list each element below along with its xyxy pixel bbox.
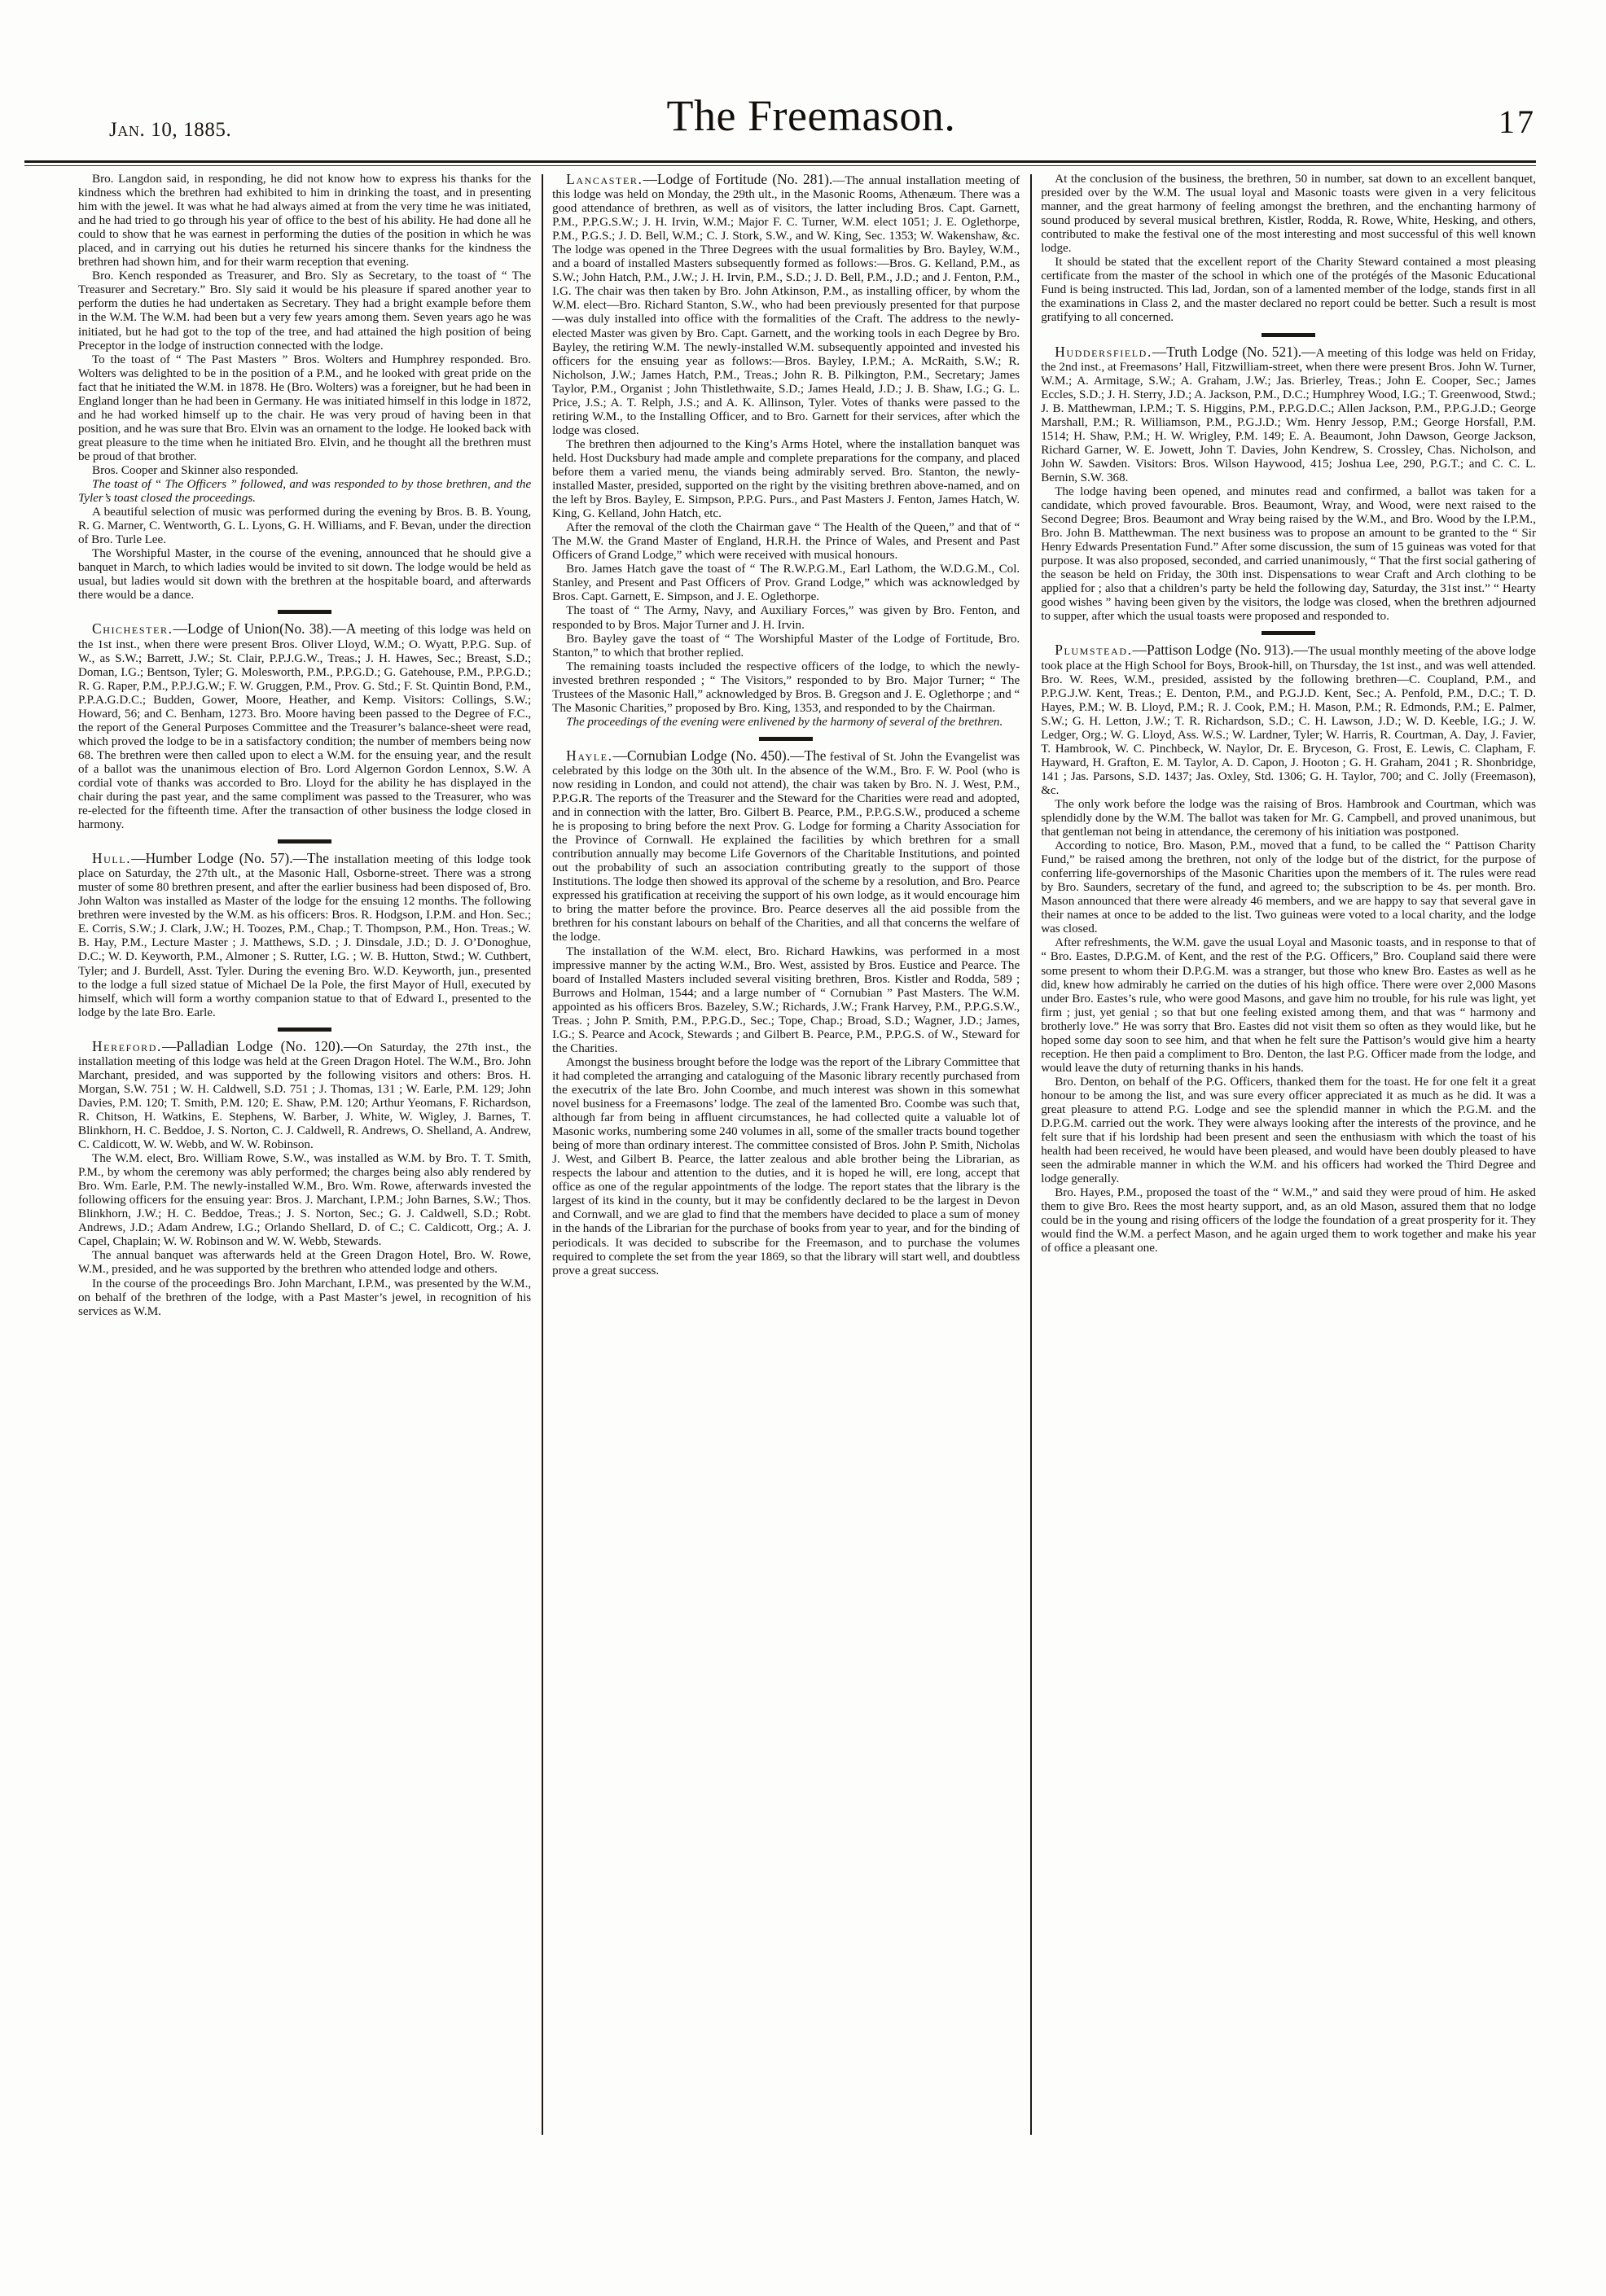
lodge-body-text: —The annual installation meeting of this lodge was held on Monday, the 29th ult., in the Masonic Rooms, Athenæum. There was a good attendance of brethren, as well as of visitors, the latter including Bros. Capt. Garnett, P.M., P.P.G.S.W.; J. H. Irvin, W.M.; Major F. C. Turner, W.M. elect 1051; J. E. Oglethorpe, P.M., P.G.S.; J. D. Bell, W.M.; C. J. Stork, S.W., and W. King, Sec. 1353; W. Wakenshaw, &c. The lodge was opened in the Three Degrees with the usual formalities by Bro. Bayley, W.M., and a board of installed Masters subsequently formed as follows:—Bros. G. Kelland, P.M., as S.W.; John Hatch, P.M., J.W.; J. H. Irvin, P.M., S.D.; J. D. Bell, P.M., J.D.; and J. Fenton, P.M., I.G. The chair was then taken by Bro. John Atkinson, P.M., as installing officer, by whom the W.M. elect—Bro. Richard Stanton, S.W., who had been previously presented for that purpose—was duly installed into office with the formalities of the Craft. The address to the newly-elected Master was given by Bro. Capt. Garnett, and the working tools in each Degree by Bro. Bayley, the retiring W.M. The newly-installed W.M. subsequently appointed and invested his officers for the ensuing year as follows:—Bros. Bayley, I.P.M.; A. McRaith, S.W.; R. Nicholson, J.W.; James Hatch, P.M., Treas.; John R. B. Pilkington, P.M., Secretary; James Taylor, P.M., Organist ; John Thistlethwaite, S.D.; James Heald, J.D.; J. B. Shaw, I.G.; G. L. Price, J.S.; A. T. Relph, J.S.; and A. K. Allinson, Tyler. Votes of thanks were passed to the retiring W.M., to the Installing Officer, and to Bro. Garnett for their services, after which the lodge was closed. — [552, 174, 1020, 437]
article-paragraph: Bro. Bayley gave the toast of “ The Worshipful Master of the Lodge of Fortitude, Bro. Stanton,” to which that brother replied. — [552, 632, 1020, 659]
article-paragraph: At the conclusion of the business, the brethren, 50 in number, sat down to an excellent banquet, presided over by the W.M. The usual loyal and Masonic toasts were given in a very felicitous manner, and the great harmony of feeling amongst the brethren, and the enchanting harmony of sound produced by several musical brethren, Kistler, Rodda, R. Rowe, White, Hesking, and others, contributed to make the festival one of the most interesting and most successful of this well known lodge. — [1041, 173, 1536, 256]
section-divider — [1262, 631, 1315, 635]
lodge-title: —Truth Lodge (No. 521).— — [1152, 343, 1316, 360]
lodge-report — [552, 173, 1020, 438]
lodge-place-name: Chichester. — [92, 620, 173, 638]
lodge-place-name: Hayle. — [566, 747, 613, 764]
article-paragraph: Bro. Kench responded as Treasurer, and Bro. Sly as Secretary, to the toast of “ The Treasurer and Secretary.” Bro. Sly said it would be his pleasure if spared another year to perform the duties he had undertaken as Secretary. They had a bright example before them in the W.M. The W.M. had been but a very few years among them. Seven years ago he was initiated, but he had got to the top of the tree, and had attained the high position of being Preceptor in the lodge of instruction connected with the lodge. — [78, 269, 532, 353]
column-1 — [78, 173, 531, 2257]
article-paragraph: Bro. Langdon said, in responding, he did not know how to express his thanks for the kindness which the brethren had exhibited to him in drinking the toast, and in presenting him with the jewel. It was what he had always aimed at from the very time he was initiated, and he had tried to go through his year of office to the best of his ability. He had done all he could to show that he was earnest in performing the duties of the position in which he was placed, and in carrying out his duties he returned his sincere thanks for the kindness the brethren had shown him, and for their warm reception that evening. — [78, 173, 532, 269]
article-paragraph: The toast of “ The Army, Navy, and Auxiliary Forces,” was given by Bro. Fenton, and responded to by Bros. Major Turner and J. H. Irvin. — [552, 604, 1020, 632]
lodge-report — [1041, 345, 1536, 485]
lodge-body-text: meeting of this lodge was held on the 1st inst., when there were present Bros. Oliver Lloyd, W.M.; O. Wyatt, P.P.G. Sup. of W., as S.W.; Barrett, J.W.; St. Clair, P.P.J.G.W., Treas.; J. H. Hawes, Sec.; Breast, S.D.; Doman, I.G.; Bentson, Tyler; G. Molesworth, P.M., P.P.G.D.; G. Gatehouse, P.M., P.P.G.D.; R. G. Raper, P.M., P.P.J.G.W.; F. W. Gruggen, P.M., Prov. G. Std.; F. St. Quintin Bond, P.M., P.P.A.G.D.C.; Budden, Gower, Moore, Heather, and Kemp. Visitors: Collings, S.W.; Howard, 56; and C. Benham, 1273. Bro. Moore having been passed to the Degree of F.C., the report of the General Purposes Committee and the Treasurer’s balance-sheet were read, which proved the lodge to be in a satisfactory condition; the number of members being now 68. The brethren were then called upon to elect a W.M. for the ensuing year, and the result of a ballot was the unanimous election of Bro. Lord Algernon Gordon Lennox, S.W. A cordial vote of thanks was accorded to Bro. Lloyd for the ability he has displayed in the chair during the past year, and the same compliment was passed to the Treasurer, who was re-elected for the fifteenth time. After the transaction of other business the lodge closed in harmony. — [78, 624, 532, 832]
section-divider — [278, 839, 331, 843]
lodge-report — [78, 1037, 532, 1152]
article-paragraph: The W.M. elect, Bro. William Rowe, S.W., was installed as W.M. by Bro. T. T. Smith, P.M., by whom the ceremony was ably performed; the charges being also ably rendered by Bro. Wm. Earle, P.M. The newly-installed W.M., Bro. Wm. Rowe, afterwards invested the following officers for the ensuing year: Bros. J. Marchant, I.P.M.; John Barnes, S.W.; Thos. Blinkhorn, J.W.; H. C. Beddoe, Treas.; J. S. Norton, Sec.; G. J. Caldwell, S.D.; Robt. Andrews, J.D.; Adam Andrew, I.G.; Orlando Shellard, D. of C.; C. Caldicott, Org.; A. J. Capel, Chaplain; W. W. Robinson and W. W. Webb, Stewards. — [78, 1152, 532, 1249]
article-paragraph: The annual banquet was afterwards held at the Green Dragon Hotel, Bro. W. Rowe, W.M., presided, and he was supported by the brethren who attended lodge and others. — [78, 1249, 532, 1277]
section-divider — [1262, 333, 1315, 337]
lodge-place-name: Hereford. — [92, 1037, 162, 1054]
article-paragraph: After the removal of the cloth the Chairman gave “ The Health of the Queen,” and that of “ The M.W. the Grand Master of England, H.R.H. the Prince of Wales, and Present and Past Officers of Grand Lodge,” which were received with musical honours. — [552, 521, 1020, 563]
article-paragraph: To the toast of “ The Past Masters ” Bros. Wolters and Humphrey responded. Bro. Wolters was delighted to be in the position of a P.M., and he looked with great pride on the fact that he initiated the W.M. in 1878. He (Bro. Wolters) was a foreigner, but he had been in England longer than he had been in Germany. He was initiated himself in this lodge in 1872, and he had worked himself up to the chair. He was very proud of having been in that position, and he was sure that Bro. Elvin was an ornament to the lodge. He looked back with great pleasure to the time when he initiated Bro. Elvin, and he thought all the brethren must be proud of that brother. — [78, 353, 532, 463]
article-paragraph: The remaining toasts included the respective officers of the lodge, to which the newly-invested brethren responded ; “ The Visitors,” responded to by Bro. Major Turner; “ The Trustees of the Masonic Hall,” acknowledged by Bros. B. Gregson and J. E. Oglethorpe ; and “ The Masonic Charities,” proposed by Bro. King, 1353, and responded to by the Chairman. — [552, 659, 1020, 715]
issue-date: Jan. 10, 1885. — [109, 119, 232, 141]
lodge-title: —Pattison Lodge (No. 913).— — [1132, 642, 1308, 659]
lodge-place-name: Lancaster. — [566, 171, 643, 187]
article-paragraph: A beautiful selection of music was performed during the evening by Bros. B. B. Young, R. G. Marner, C. Wentworth, G. L. Lyons, G. H. Williams, and F. Bevan, under the direction of Bro. Turle Lee. — [78, 506, 532, 547]
lodge-body-text: festival of St. John the Evangelist was celebrated by this lodge on the 30th ult. In the absence of the W.M., Bro. F. W. Pool (who is now residing in London, and could not attend), the chair was taken by Bro. N. J. West, P.M., P.P.G.R. The reports of the Treasurer and the Steward for the Charities were read and adopted, and in connection with the latter, Bro. Gilbert B. Pearce, P.M., P.P.G.S.W., produced a scheme he is proposing to bring before the next Prov. G. Lodge for forming a Charity Association for the Province of Cornwall. He explained the facilities by which brethren for a small contribution annually may become Life Governors of the Charitable Institutions, and pointed out the probability of such an association contributing greatly to the support of those Institutions. The lodge then showed its approval of the scheme by a resolution, and Bro. Pearce expressed his gratification at receiving the support of his own lodge, as it would encourage him to bring the matter before the province. Bro. Pearce deserves all the aid possible from the brethren for his constant labours on behalf of the Charities, and all that concerns the welfare of the lodge. — [552, 750, 1020, 944]
column-divider-2 — [1020, 173, 1041, 2257]
column-3 — [1041, 173, 1536, 2257]
page-number: 17 — [1498, 103, 1536, 140]
article-paragraph: Bro. Hayes, P.M., proposed the toast of the “ W.M.,” and said they were proud of him. He asked them to give Bro. Rees the most hearty support, and, as an old Mason, assured them that no lodge could be in the young and rising officers of the lodge the foundation of a great prosperity for it. They would find the W.M. a perfect Mason, and he again urged them to work together and make his year of office a pleasant one. — [1041, 1186, 1536, 1255]
article-paragraph: Bro. James Hatch gave the toast of “ The R.W.P.G.M., Earl Lathom, the W.D.G.M., Col. Stanley, and Present and Past Officers of Prov. Grand Lodge,” which was acknowledged by Bros. Capt. Garnett, E. Simpson, and J. E. Oglethorpe. — [552, 563, 1020, 604]
lodge-body-text: The usual monthly meeting of the above lodge took place at the High School for Boys, Brook-hill, on Thursday, the 1st inst., and was well attended. Bro. W. Rees, W.M., presided, assisted by the following brethren—C. Coupland, P.M., and P.P.G.J.W. Kent, Treas.; E. Denton, P.M., and P.G.J.D. Kent, Sec.; A. Penfold, P.M., D.C.; T. D. Hayes, P.M.; W. B. Lloyd, P.M.; R. J. Cook, P.M.; H. Mason, P.M.; R. Edmonds, P.M.; E. Palmer, S.W.; G. H. Letton, J.W.; T. R. Richardson, S.D.; C. H. Lawson, J.D.; W. D. Keeble, I.G.; J. W. Ledger, Org.; W. G. Lloyd, Ass. W.S.; W. Lardner, Tyler; W. Harris, R. Courtman, A. Day, J. Favier, T. Hambrook, W. C. Pinchbeck, W. Naylor, Dr. E. Bryceson, G. Frost, E. Lewis, C. Clapham, F. Hayward, H. Grafton, E. M. Taylor, A. D. Capon, J. Hooton ; G. H. Graham, 2041 ; R. Shonbridge, 141 ; Jas. Parsons, S.D. 1437; Jas. Oxley, Std. 1306; G. H. Taylor, 700; and C. Jolly (Freemason), &c. — [1041, 645, 1536, 797]
lodge-title: —Palladian Lodge (No. 120).— — [161, 1037, 358, 1054]
column-divider-1 — [531, 173, 552, 2257]
masthead-rule — [24, 160, 1536, 163]
article-paragraph: The lodge having been opened, and minutes read and confirmed, a ballot was taken for a candidate, which proved favourable. Bros. Beaumont, Wray, and Wood, were next raised to the Second Degree; Bros. Beaumont and Wray being raised by the W.M., and Bro. Wood by the I.P.M., Bro. John B. Matthewman. The next business was to propose an amount to be granted to the “ Sir Henry Edwards Presentation Fund.” After some discussion, the sum of 15 guineas was voted for that purpose. It was also proposed, seconded, and carried unanimously, “ That the first social gathering of the season be held on Friday, the 30th inst. Dispensations to wear Craft and Arch clothing to be applied for ; also that a children’s party be held the following day, Saturday, the 31st inst.” “ Hearty good wishes ” having been given by the visitors, the lodge was closed, when the brethren adjourned to supper, after which the usual toasts were proposed and responded to. — [1041, 484, 1536, 624]
lodge-body-text: installation meeting of this lodge took place on Saturday, the 27th ult., at the Masonic Hall, Osborne-street. There was a strong muster of some 80 brethren present, and after the earlier business had been disposed of, Bro. John Walton was installed as Master of the lodge for the ensuing 12 months. The following brethren were invested by the W.M. as his officers: Bros. R. Hodgson, I.P.M. and Hon. Sec.; E. Corris, S.W.; J. Clark, J.W.; H. Toozes, P.M., Chap.; T. Thompson, P.M., Hon. Treas.; W. B. Hay, P.M., Lecture Master ; J. Matthews, S.D. ; J. Dinsdale, J.D.; D. J. O’Donoghue, D.C.; W. D. Keyworth, P.M., Almoner ; S. Rutter, I.G. ; W. B. Hutton, Stwd.; W. Cuthbert, Tyler; and J. Burdell, Asst. Tyler. During the evening Bro. W.D. Keyworth, jun., presented to the lodge a full sized statue of Michael De la Pole, the first Mayor of Hull, executed by himself, which will form a worthy companion statue to that of Edward I., presented to the lodge by the late Bro. Earle. — [78, 853, 532, 1019]
masthead — [78, 91, 1544, 155]
column-layout — [78, 173, 1536, 2257]
lodge-place-name: Huddersfield. — [1055, 343, 1152, 360]
lodge-report — [78, 852, 531, 1020]
column-2 — [552, 173, 1020, 2257]
article-paragraph-italic: The toast of “ The Officers ” followed, and was responded to by those brethren, and the Tyler’s toast closed the proceedings. — [78, 478, 532, 506]
article-paragraph: The only work before the lodge was the raising of Bros. Hambrook and Courtman, which was splendidly done by the W.M. The ballot was taken for Mr. G. Campbell, and proved unanimous, but that gentleman not being in attendance, the ceremony of his initiation was postponed. — [1041, 797, 1536, 839]
lodge-report — [552, 749, 1020, 945]
lodge-title: —Lodge of Union(No. 38).—A — [173, 620, 357, 638]
article-paragraph: Amongst the business brought before the lodge was the report of the Library Committee that it had completed the arranging and cataloguing of the Masonic library recently purchased from the executrix of the late Bro. John Coombe, and much interest was shown in this somewhat novel business for a Freemasons’ lodge. The zeal of the lamented Bro. Coombe was such that, although far from being in affluent circumstances, he had collected quite a valuable lot of Masonic works, numbering some 240 volumes in all, some of the smaller tracts bound together being of more than ordinary interest. The committee consisted of Bros. John P. Smith, Nicholas J. West, and Gilbert B. Pearce, the latter zealous and able brother being the Librarian, as respects the labour and attention to the duties, and it is hoped he will, ere long, accept that office as one of the regular appointments of the lodge. The report states that the library is the largest of its kind in the county, but it may be confidently declared to be the largest in Devon and Cornwall, and we are glad to find that the members have decided to place a sum of money in the hands of the Librarian for the purchase of books from year to year, and for the binding of periodicals. It was decided to subscribe for the Freemason, and to purchase the volumes required to complete the set from the year 1869, so that the library will start well, and doubtless prove a great success. — [552, 1055, 1020, 1277]
lodge-title: —Lodge of Fortitude (No. 281). — [643, 171, 833, 187]
lodge-place-name: Hull. — [92, 850, 132, 867]
article-paragraph: After refreshments, the W.M. gave the usual Loyal and Masonic toasts, and in response to that of “ Bro. Eastes, D.P.G.M. of Kent, and the rest of the P.G. Officers,” Bro. Coupland said there were some present to whom their D.P.G.M. was a stranger, but those who knew Bro. Eastes as well as he did, knew how admirably he carried on the duties of his high office. There were over 2,000 Masons under Bro. Eastes’s rule, who were good Masons, and gave him no trouble, for his rule was light, yet firm ; just, yet genial ; so that but one feeling existed among them, and that was “ harmony and brotherly love.” He was sorry that Bro. Eastes did not visit them so often as they would like, but he hoped some day soon to see him, and that when he felt sure the Pattison’s would give him a hearty reception. He then paid a compliment to Bro. Denton, the last P.G. Officer made from the lodge, and would leave the duty of returning thanks in his hands. — [1041, 936, 1536, 1075]
lodge-place-name: Plumstead. — [1055, 642, 1133, 659]
lodge-body-text: A meeting of this lodge was held on Friday, the 2nd inst., at Freemasons’ Hall, Fitzwilliam-street, when there were present Bros. John W. Turner, W.M.; A. Armitage, S.W.; A. Graham, J.W.; Jas. Brierley, Treas.; John E. Cooper, Sec.; James Eccles, S.D.; J. H. Sterry, J.D.; A. Jackson, P.M., D.C.; Humphrey Wood, I.G.; T. Greenwood, Stwd.; J. B. Matthewman, I.P.M.; T. S. Higgins, P.M., P.P.G.D.C.; Allen Jackson, P.M., P.P.G.J.D.; George Marshall, P.M.; R. Williamson, P.M., P.G.J.D.; Wm. Henry Jessop, P.M.; George Horsfall, P.M. 1514; H. Shaw, P.M.; H. W. Wrigley, P.M. 149; E. A. Beaumont, John Dawson, George Jackson, Richard Garner, W. E. Jowett, John T. Davies, John Kendrew, S. Crossley, Chas. Nicholson, and John W. Sawden. Visitors: Bros. Wilson Haywood, 415; Joshua Lee, 290, P.G.T.; and C. C. L. Bernin, S.W. 368. — [1041, 346, 1536, 484]
lodge-report — [1041, 643, 1536, 798]
section-divider — [759, 737, 813, 741]
lodge-body-text: On Saturday, the 27th inst., the installation meeting of this lodge was held at the Green Dragon Hotel. The W.M., Bro. John Marchant, presided, and was supported by the following visitors and others: Bros. H. Morgan, S.W. 751 ; W. H. Caldwell, S.D. 751 ; J. Thomas, 131 ; W. Earle, P.M. 129; John Davies, P.M. 120; T. Smith, P.M. 120; E. Shaw, P.M. 120; Arthur Yeomans, F. Richardson, R. Chitson, H. Watkins, E. Stephens, W. Barber, J. White, W. Wigley, J. Barnes, T. Blinkhorn, H. C. Beddoe, J. S. Norton, C. J. Caldwell, R. Andrews, O. Shelland, A. Andrew, C. Caldicott, W. W. Webb, and W. W. Robinson. — [78, 1041, 532, 1152]
lodge-title: —Cornubian Lodge (No. 450).—The — [612, 747, 827, 764]
publication-title: The Freemason. — [666, 91, 956, 140]
article-paragraph: Bros. Cooper and Skinner also responded. — [92, 463, 299, 477]
article-paragraph: The brethren then adjourned to the King’s Arms Hotel, where the installation banquet was held. Host Ducksbury had made ample and complete preparations for the company, and placed before them a varied menu, the viands being admirably served. Bro. Stanton, the newly-installed Master, presided, supported on the right by the visiting brethren above-named, and on the left by Bros. Bayley, E. Simpson, P.P.G. Purs., and Past Masters J. Fenton, James Hatch, W. King, G. Kelland, John Hatch, etc. — [552, 437, 1020, 521]
article-paragraph: According to notice, Bro. Mason, P.M., moved that a fund, to be called the “ Pattison Charity Fund,” be raised among the brethren, not only of the lodge but of the district, for the purpose of conferring life-governorships of the Masonic Charities upon the members of it. The rules were read by Bro. Saunders, secretary of the fund, and agreed to; the subscription to be 4s. per month. Bro. Mason announced that there were already 46 members, and we are happy to say that several gave in their names at once to be added to the list. Two guineas were voted to a local charity, and the lodge was closed. — [1041, 839, 1536, 936]
section-divider — [278, 610, 331, 614]
lodge-report — [78, 622, 531, 832]
section-divider — [278, 1028, 331, 1032]
article-paragraph-italic: The proceedings of the evening were enlivened by the harmony of several of the brethren. — [566, 715, 1003, 729]
masthead-rule-secondary — [24, 165, 1536, 166]
article-paragraph: The Worshipful Master, in the course of the evening, announced that he should give a banquet in March, to which ladies would be invited to sit down. The lodge would be held as usual, but ladies would sit down with the brethren at the hospitable board, and afterwards there would be a dance. — [78, 547, 532, 602]
article-paragraph: In the course of the proceedings Bro. John Marchant, I.P.M., was presented by the W.M., on behalf of the brethren of the lodge, with a Past Master’s jewel, in recognition of his services as W.M. — [78, 1277, 532, 1318]
article-paragraph: Bro. Denton, on behalf of the P.G. Officers, thanked them for the toast. He for one felt it a great honour to be among the list, and was sure every officer appreciated it as much as he did. It was a great pleasure to attend P.G. Lodge and see the splendid manner in which the P.G.M. and the D.P.G.M. carried out the work. They were always looking after the interests of the province, and he felt sure that if his lordship had been present and seen the enthusiasm with which the toast of his health had been received, he would have been pleased, and would have been doubly pleased to have seen the admirable manner in which the W.M. and his officers had worked the Third Degree and lodge generally. — [1041, 1075, 1536, 1186]
article-paragraph: It should be stated that the excellent report of the Charity Steward contained a most pleasing certificate from the master of the school in which one of the protégés of the Masonic Educational Fund is being instructed. This lad, Jordan, son of a lamented member of the lodge, stands first in all the examinations in Class 2, and the master declared no report could be better. Such a result is most gratifying to all concerned. — [1041, 256, 1536, 325]
article-paragraph: The installation of the W.M. elect, Bro. Richard Hawkins, was performed in a most impressive manner by the acting W.M., Bro. West, assisted by Bros. Eustice and Pearce. The board of Installed Masters included several visiting brethren, Bros. Kistler and Rodda, 589 ; Burrows and Holman, 1544; and a large number of “ Cornubian ” Past Masters. The W.M. appointed as his officers Bros. Bazeley, S.W.; Richards, J.W.; Frank Harvey, P.M., P.P.G.S.W., Treas. ; John P. Smith, P.M., P.P.G.D., Sec.; Tope, Chap.; Broad, S.D.; Wagner, J.D.; James, I.G.; S. Pearce and Acock, Stewards ; and Gilbert B. Pearce, P.M., P.P.G.S. of W., Steward for the Charities. — [552, 944, 1020, 1055]
lodge-title: —Humber Lodge (No. 57).—The — [131, 850, 329, 867]
